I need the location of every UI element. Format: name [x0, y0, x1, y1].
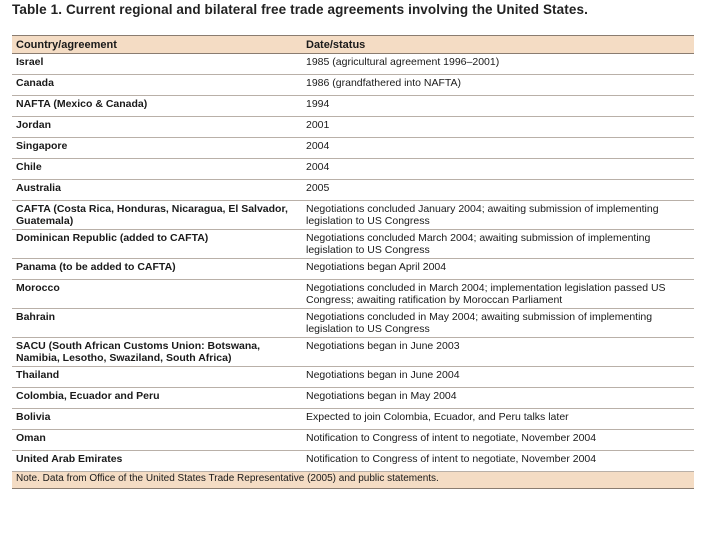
status-cell: Negotiations concluded March 2004; awaiting submission of implementing legislation to US Congress — [302, 230, 694, 259]
table-row — [12, 54, 694, 75]
country-cell: Chile — [12, 159, 302, 180]
table-label: Table 1. — [12, 2, 63, 17]
country-cell: CAFTA (Costa Rica, Honduras, Nicaragua, El Salvador, Guatemala) — [12, 201, 302, 230]
country-cell: NAFTA (Mexico & Canada) — [12, 96, 302, 117]
country-cell: Morocco — [12, 280, 302, 309]
status-cell: 1985 (agricultural agreement 1996–2001) — [302, 54, 694, 75]
table-row — [12, 338, 694, 367]
country-cell: Jordan — [12, 117, 302, 138]
country-cell: United Arab Emirates — [12, 451, 302, 472]
country-cell: Thailand — [12, 367, 302, 388]
status-cell: Negotiations concluded in May 2004; awaiting submission of implementing legislation to US Congress — [302, 309, 694, 338]
table-title-text: Current regional and bilateral free trade agreements involving the United States. — [65, 2, 588, 17]
country-cell: Oman — [12, 430, 302, 451]
status-cell: Negotiations concluded in March 2004; implementation legislation passed US Congress; awaiting ratification by Moroccan Parliament — [302, 280, 694, 309]
status-cell: 2005 — [302, 180, 694, 201]
table-row — [12, 75, 694, 96]
table-note: Note. Data from Office of the United States Trade Representative (2005) and public statements. — [12, 472, 694, 489]
country-cell: Bolivia — [12, 409, 302, 430]
table-row — [12, 451, 694, 472]
status-cell: Negotiations began in May 2004 — [302, 388, 694, 409]
status-cell: Negotiations began in June 2004 — [302, 367, 694, 388]
trade-agreements-table — [12, 35, 694, 489]
table-row — [12, 159, 694, 180]
country-cell: Singapore — [12, 138, 302, 159]
status-cell: 2001 — [302, 117, 694, 138]
country-cell: Canada — [12, 75, 302, 96]
country-cell: Israel — [12, 54, 302, 75]
country-cell: Colombia, Ecuador and Peru — [12, 388, 302, 409]
document — [12, 0, 694, 484]
status-cell: Negotiations began April 2004 — [302, 259, 694, 280]
status-cell: Negotiations concluded January 2004; awaiting submission of implementing legislation to US Congress — [302, 201, 694, 230]
table-row — [12, 388, 694, 409]
table-row — [12, 259, 694, 280]
table-row — [12, 138, 694, 159]
table-row — [12, 309, 694, 338]
country-cell: Dominican Republic (added to CAFTA) — [12, 230, 302, 259]
table-row — [12, 430, 694, 451]
status-cell: 1994 — [302, 96, 694, 117]
status-cell: Negotiations began in June 2003 — [302, 338, 694, 367]
status-cell: Expected to join Colombia, Ecuador, and Peru talks later — [302, 409, 694, 430]
status-cell: Notification to Congress of intent to negotiate, November 2004 — [302, 430, 694, 451]
table-row — [12, 367, 694, 388]
table-row — [12, 117, 694, 138]
table-row — [12, 280, 694, 309]
table-row — [12, 409, 694, 430]
country-cell: Australia — [12, 180, 302, 201]
note-row — [12, 472, 694, 489]
status-cell: 2004 — [302, 138, 694, 159]
table-row — [12, 230, 694, 259]
country-cell: Bahrain — [12, 309, 302, 338]
status-cell: 1986 (grandfathered into NAFTA) — [302, 75, 694, 96]
table-row — [12, 96, 694, 117]
country-cell: SACU (South African Customs Union: Botswana, Namibia, Lesotho, Swaziland, South Africa) — [12, 338, 302, 367]
header-row — [12, 36, 694, 54]
table-title — [12, 3, 694, 17]
column-header-status: Date/status — [302, 36, 694, 54]
column-header-country: Country/agreement — [12, 36, 302, 54]
status-cell: Notification to Congress of intent to negotiate, November 2004 — [302, 451, 694, 472]
table-body — [12, 54, 694, 472]
table-row — [12, 201, 694, 230]
table-row — [12, 180, 694, 201]
status-cell: 2004 — [302, 159, 694, 180]
country-cell: Panama (to be added to CAFTA) — [12, 259, 302, 280]
